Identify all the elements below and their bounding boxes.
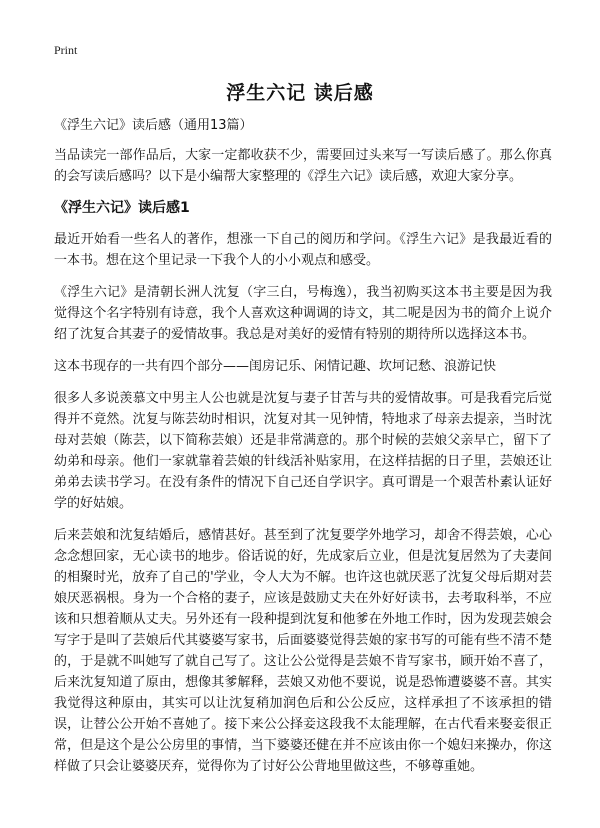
document-subtitle: 《浮生六记》读后感（通用13篇） [54,118,253,133]
body-paragraph-4: 很多人多说羡慕文中男主人公也就是沈复与妻子甘苦与共的爱情故事。可是我看完后觉得并不竟然。沈复与陈芸幼时相识，沈复对其一见钟情，特地求了母亲去提亲，当时沈母对芸娘（陈芸，以下简称芸娘）还是非常满意的。那个时候的芸娘父亲早亡，留下了幼弟和母亲。他们一家就靠着芸娘的针线活补贴家用，在这样拮据的日子里，芸娘还让弟弟去读书学习。在没有条件的情况下自己还自学识字。真可谓是一个艰苦朴素认证好学的好姑娘。 [54,391,552,511]
print-label: Print [54,43,78,57]
body-paragraph-3: 这本书现存的一共有四个部分——闺房记乐、闲情记趣、坎坷记愁、浪游记快 [54,359,497,374]
section-heading: 《浮生六记》读后感1 [54,200,190,216]
document-title: 浮生六记 读后感 [226,82,374,104]
body-paragraph-1: 最近开始看一些名人的著作，想涨一下自己的阅历和学问。《浮生六记》是我最近看的一本书。想在这个里记录一下我个人的小小观点和感受。 [54,232,552,268]
intro-paragraph: 当品读完一部作品后，大家一定都收获不少，需要回过头来写一写读后感了。那么你真的会写读后感吗？以下是小编帮大家整理的《浮生六记》读后感，欢迎大家分享。 [54,148,552,184]
body-paragraph-2: 《浮生六记》是清朝长洲人沈复（字三白，号梅逸），我当初购买这本书主要是因为我觉得这个名字特别有诗意，我个人喜欢这种调调的诗文，其二呢是因为书的简介上说介绍了沈复合其妻子的爱情故事。我总是对美好的爱情有特别的期待所以选择这本书。 [54,285,552,342]
body-paragraph-5: 后来芸娘和沈复结婚后，感情甚好。甚至到了沈复要学外地学习，却舍不得芸娘，心心念念想回家，无心读书的地步。俗话说的好，先成家后立业，但是沈复居然为了夫妻间的相聚时光，放弃了自己的'学业，令人大为不解。也许这也就厌恶了沈复父母后期对芸娘厌恶祸根。身为一个合格的妻子，应该是鼓励丈夫在外好好读书，去考取科举，不应该和只想着顺从丈夫。另外还有一段种提到沈复和他爹在外地工作时，因为发现芸娘会写字于是叫了芸娘后代其婆婆写家书，后面婆婆觉得芸娘的家书写的可能有些不清不楚的，于是就不叫她写了就自己写了。这让公公觉得是芸娘不肯写家书，顾开始不喜了，后来沈复知道了原由，想像其爹解释，芸娘又劝他不要说，说是恐怖遭婆婆不喜。其实我觉得这种原由，其实可以让沈复稍加润色后和公公反应，这样承担了不该承担的错误，让替公公开始不喜她了。接下来公公择妾这段我不太能理解，在古代看来娶妾很正常，但是这个是公公房里的事情，当下婆婆还健在并不应该由你一个媳妇来操办，你这样做了只会让婆婆厌弃，觉得你为了讨好公公背地里做这些，不够尊重她。 [54,528,552,774]
document-body [54,115,552,788]
